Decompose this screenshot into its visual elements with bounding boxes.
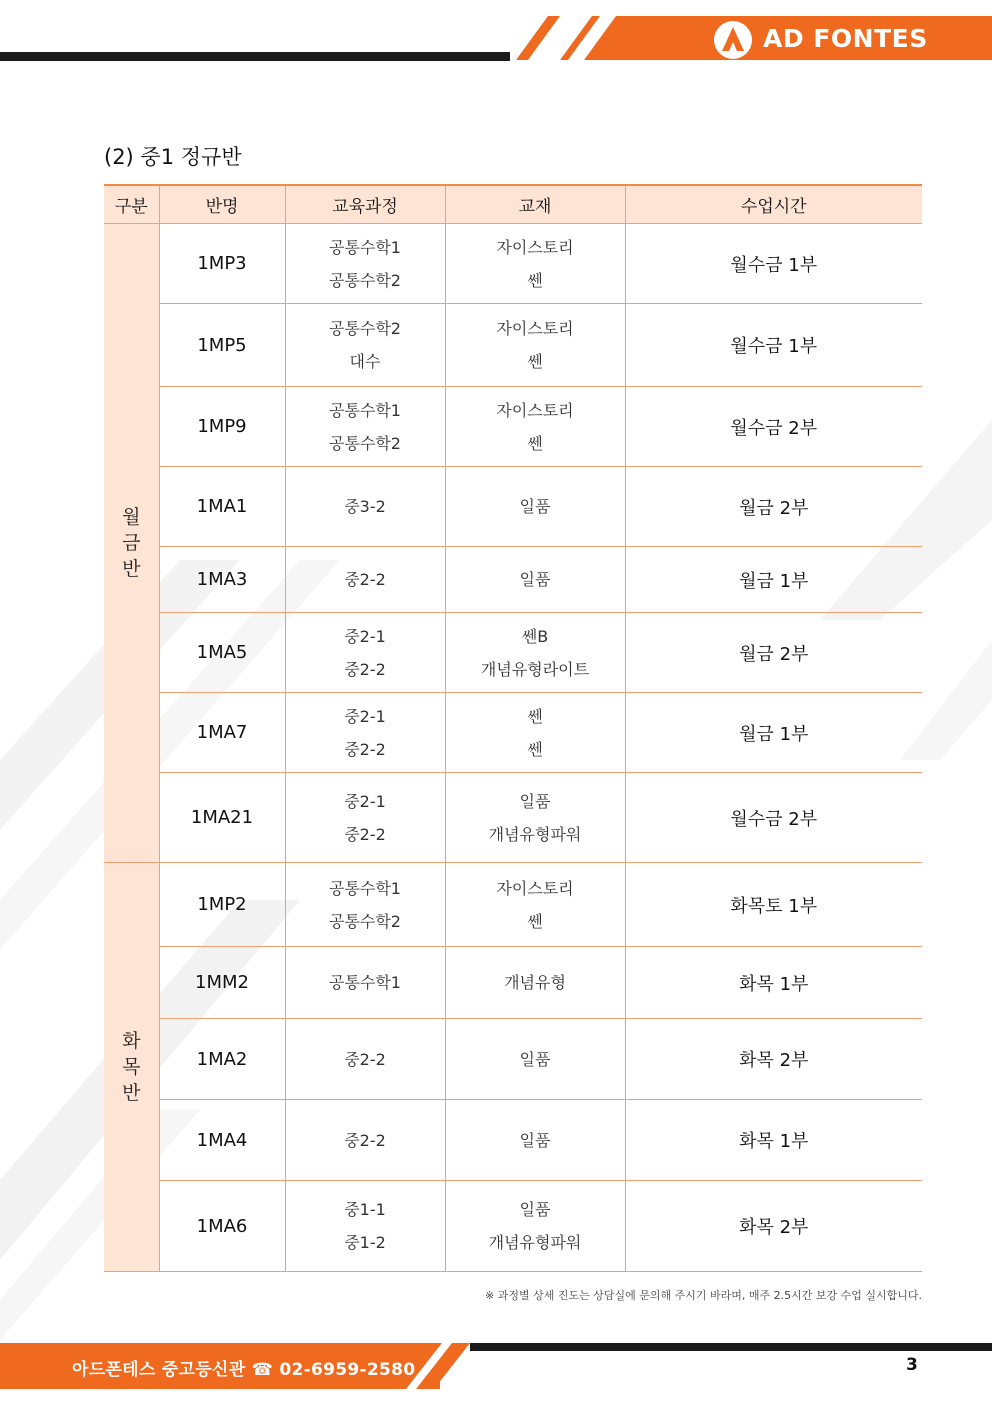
table-row [104,467,922,547]
course-cell [285,863,445,947]
class-time: 월수금 1부 [625,224,922,304]
course-cell [285,773,445,863]
column-header: 구분 [104,185,159,224]
course-line: 중2-2 [344,570,386,589]
table-row [104,547,922,613]
course-line: 중2-2 [344,824,386,844]
course-cell [285,1019,445,1100]
table-row [104,947,922,1019]
course-line: 중1-2 [344,1233,386,1252]
class-name: 1MP3 [159,224,285,304]
course-line: 중1-1 [344,1200,386,1219]
course-cell [285,387,445,467]
textbook-cell [445,773,625,863]
group-label-hwamok [104,863,159,1272]
textbook-cell [445,863,625,947]
class-name: 1MA3 [159,547,285,613]
class-name: 1MA21 [159,773,285,863]
page-number: 3 [906,1355,918,1375]
table-header-row [104,185,922,224]
class-time: 월수금 1부 [625,304,922,387]
column-header: 수업시간 [625,185,922,224]
textbook-line: 개념유형파워 [488,824,582,844]
table-row [104,693,922,773]
class-time: 화목 2부 [625,1181,922,1272]
footer-black-bar [470,1343,992,1351]
group-label-char: 반 [122,1082,141,1104]
group-label-char: 금 [122,532,141,554]
textbook-cell [445,1181,625,1272]
course-cell [285,947,445,1019]
textbook-line: 쎈 [527,352,543,371]
textbook-line: 자이스토리 [496,400,574,420]
course-line: 공통수학2 [328,319,401,338]
column-header: 반명 [159,185,285,224]
table-row [104,1100,922,1181]
course-line: 중2-2 [344,659,386,679]
course-cell [285,1181,445,1272]
class-schedule-table [104,184,922,1272]
table-row [104,1019,922,1100]
textbook-cell [445,304,625,387]
course-line: 공통수학2 [328,433,401,453]
textbook-line: 쎈 [527,270,543,290]
course-line: 공통수학1 [328,878,401,898]
course-line: 중2-2 [344,739,386,759]
course-line: 중2-1 [344,791,386,811]
class-name: 1MP9 [159,387,285,467]
table-row [104,224,922,304]
class-time: 월금 1부 [625,693,922,773]
class-name: 1MM2 [159,947,285,1019]
class-time: 화목토 1부 [625,863,922,947]
ad-fontes-logo-icon [713,20,753,60]
textbook-line: 쎈 [527,706,543,726]
class-time: 화목 1부 [625,947,922,1019]
textbook-line: 쎈B [521,626,549,646]
textbook-line: 쎈 [527,433,543,453]
course-line: 중2-2 [344,1049,386,1069]
group-label-char: 반 [122,558,141,580]
textbook-cell [445,547,625,613]
table-row [104,773,922,863]
class-time: 화목 2부 [625,1019,922,1100]
textbook-line: 자이스토리 [496,319,574,338]
class-time: 월금 1부 [625,547,922,613]
group-label-wolgeum [104,224,159,863]
course-line: 공통수학1 [328,400,401,420]
textbook-line: 자이스토리 [496,237,574,257]
course-line: 공통수학1 [328,237,401,257]
textbook-line: 일품 [519,791,551,811]
course-line: 대수 [349,352,381,371]
class-time: 월수금 2부 [625,387,922,467]
textbook-line: 개념유형파워 [488,1233,582,1252]
footer-contact: 아드폰테스 중고등신관 ☎ 02-6959-2580 [72,1360,416,1380]
textbook-line: 일품 [519,1049,551,1069]
class-name: 1MA7 [159,693,285,773]
brand-name: AD FONTES [763,24,928,53]
textbook-line: 일품 [519,497,551,516]
table-row [104,387,922,467]
group-label-char: 월 [122,506,141,528]
course-line: 공통수학2 [328,911,401,931]
course-line: 공통수학2 [328,270,401,290]
class-name: 1MP5 [159,304,285,387]
textbook-cell [445,467,625,547]
class-name: 1MA5 [159,613,285,693]
table-row [104,304,922,387]
textbook-line: 개념유형라이트 [480,659,590,679]
class-name: 1MA4 [159,1100,285,1181]
class-time: 월금 2부 [625,467,922,547]
course-cell [285,224,445,304]
textbook-cell [445,1100,625,1181]
course-line: 중2-1 [344,706,386,726]
textbook-cell [445,613,625,693]
course-cell [285,613,445,693]
course-cell [285,547,445,613]
column-header: 교육과정 [285,185,445,224]
course-line: 중2-2 [344,1130,386,1150]
textbook-cell [445,224,625,304]
class-name: 1MP2 [159,863,285,947]
course-line: 중3-2 [344,497,386,516]
course-cell [285,304,445,387]
textbook-cell [445,1019,625,1100]
course-line: 중2-1 [344,626,386,646]
textbook-line: 일품 [519,1130,551,1150]
group-label-char: 목 [122,1056,141,1078]
footnote: ※ 과정별 상세 진도는 상담실에 문의해 주시기 바라며, 매주 2.5시간 보강 수업 실시합니다. [485,1289,922,1302]
course-cell [285,467,445,547]
class-time: 월수금 2부 [625,773,922,863]
section-title: (2) 중1 정규반 [104,145,242,169]
table-row [104,1181,922,1272]
group-label-char: 화 [122,1030,141,1052]
class-time: 화목 1부 [625,1100,922,1181]
textbook-cell [445,947,625,1019]
textbook-line: 쎈 [527,911,543,931]
textbook-line: 쎈 [527,739,543,759]
column-header: 교재 [445,185,625,224]
class-name: 1MA1 [159,467,285,547]
class-time: 월금 2부 [625,613,922,693]
table-row [104,613,922,693]
course-cell [285,1100,445,1181]
table-row [104,863,922,947]
textbook-line: 일품 [519,1200,551,1219]
textbook-line: 일품 [519,570,551,589]
textbook-cell [445,387,625,467]
class-name: 1MA2 [159,1019,285,1100]
textbook-cell [445,693,625,773]
course-cell [285,693,445,773]
class-name: 1MA6 [159,1181,285,1272]
textbook-line: 개념유형 [504,973,566,992]
textbook-line: 자이스토리 [496,878,574,898]
course-line: 공통수학1 [328,973,401,992]
